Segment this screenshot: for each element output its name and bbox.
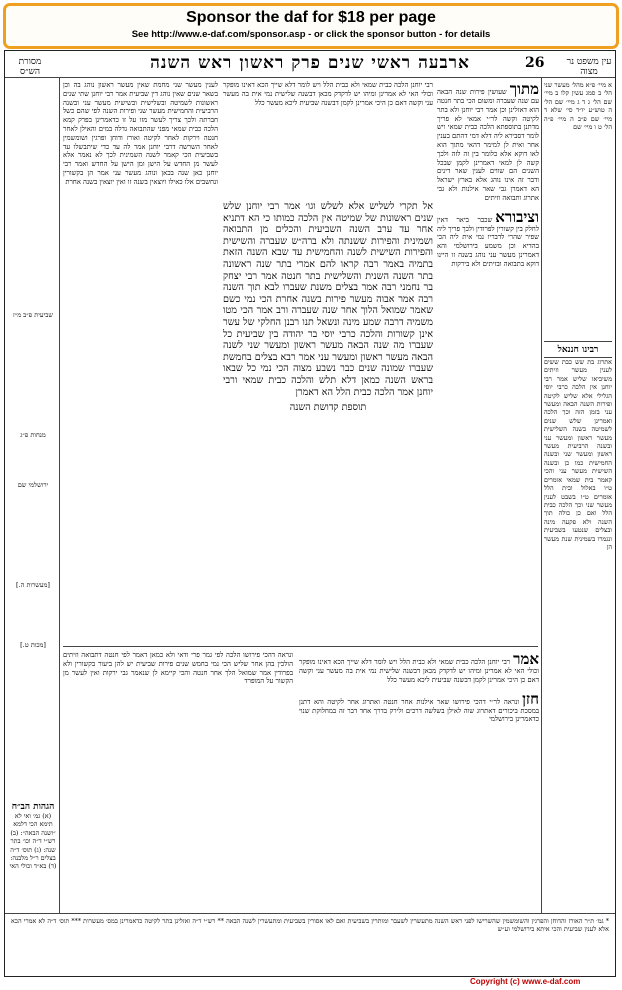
- tosafot-last-head: חזן: [522, 689, 539, 708]
- rashi-lower-text: ונראה דהכי פירושו הלכה לפי גמר פרי ודאי ולא כמאן דאמר לפי חנטה דתבואה וזיתים הולכין בהן אחר שליש הכי נמי בחמש שנים פירות שביעית יש להן ביעור בקשורין ולא בפרודין אמר שמואל הלך אחר חנטה והכי קיימא לן שנאמר גבי ירקות ואין לעשר מן הקשור על המופרד: [63, 651, 293, 686]
- lower-divider: [63, 646, 538, 647]
- tosafot-second-text: שכבר ביאר דאין לחלק בין קשורין לפרודין ולכך פריך ליה שפיר שהרי לדבריו נמי אית ליה הכי בהדיא וכן משמע בירושלמי והא דאמרינן מעשר עני נוהג בשנה זו היינו דוקא בתבואה ובזיתים ולא בירקות: [437, 215, 539, 268]
- right-margin-divider: [541, 78, 542, 913]
- tosafot-lower-head: אמר: [513, 651, 539, 668]
- mesoret-note: מנחות פ״ג: [20, 431, 46, 439]
- page-title: ארבעה ראשי שנים פרק ראשון ראש השנה: [150, 53, 470, 73]
- mesoret-note: שביעית פ״ב מ״ז: [12, 311, 54, 319]
- rabbeinu-chananel-column: [544, 341, 612, 911]
- commentary-top-block: [223, 81, 433, 196]
- ein-mishpat-text: א מיי׳ פ״א מהל׳ מעשר שני הל׳ ב סמג עשין קלו ב מיי׳ שם הל׳ ג ד ג מיי׳ שם הל׳ ה טוש״ע יו״ד סי׳ שלא ד מיי׳ שם פ״ב ה מיי׳ פ״ה הל׳ ט ו מיי׳ שם: [544, 81, 612, 132]
- tosafot-column: [437, 81, 539, 681]
- footer-notes: [11, 917, 609, 973]
- talmud-page: [4, 50, 616, 977]
- sponsor-button[interactable]: [3, 3, 619, 49]
- ein-mishpat-label: עין משפט נר מצוה: [566, 57, 612, 77]
- mesoret-note: ירושלמי שם: [17, 481, 49, 489]
- tosafot-lower-column: [299, 651, 539, 909]
- rabbeinu-chananel-text: אתרוג בת שש כבת ששים לענין מעשר וזיתים משיביאו שליש אמר רבי יוחנן אין הלכה כרבי יוסי הגלילי אלא שליש לקיטה ופירות השנה הבאה ומעשר עני בזמן הזה וכך הלכה ואמרינן שלש שנים לשמיטה בשנה השלישית מעשר ראשון ומעשר עני ובשנה הרביעית מעשר ראשון ומעשר שני ובשנה החמישית כמו כן ובשנה השישית מעשר עני והכי קאמר בית שמאי אומרים ט״ו באלול ובית הלל אומרים ט״ו בשבט לענין מעשר שני וכך הלכה כבית הלל ואם כן כולה תוך השנה ולא פקעה מינה ובצלים שנטעו בשביעית ונגמרו בשמינית שנת מעשר הן: [544, 358, 612, 551]
- sponsor-title: Sponsor the daf for $18 per page: [186, 9, 436, 26]
- gemara-text-block: [223, 201, 433, 641]
- mesoret-hashas-column: [9, 81, 57, 691]
- ein-mishpat-column: [544, 81, 612, 331]
- footer-divider: [5, 913, 615, 914]
- mesoret-note: [מכות ט.]: [20, 641, 46, 649]
- tosafot-head: מתוך: [509, 81, 539, 98]
- tosafot-lower-text: רבי יוחנן הלכה כבית שמאי ולא כבית הלל ויש לומר דלא שייך הכא דאינו מופקר וכולי האי לא אמרינן ומיהו יש לדקדק מכאן דבשנה שלישית נמי אית בה מעשר עני וקשה דאם כן היכי אמרינן לקמן דבשנה שביעית ליכא מעשר כלל: [299, 658, 539, 684]
- mesoret-column-label: מסורת הש״ס: [18, 57, 42, 77]
- rashi-column: [63, 81, 218, 681]
- rabbeinu-chananel-title: רבינו חננאל: [544, 341, 612, 358]
- tosafot-text: שעושין פירות שנה הבאה עם שנה שעברה ומשום הכי בתר חנטה הוא דאזלינן וכן אמר רבי יוחנן ולא בתר לקיטה וקשה לר״י אמאי לא פריך מדתנן בתוספתא הלכה כבית שמאי ויש לומר דסבירא ליה דלא דמי דהתם בענין אחר ואית לן למימר דהאי מתוך הוא לאו דוקא אלא כלומר בין זה לזה ולכך קשה לן למאי דאמרינן לקמן שבכל השנים הם שווים לענין שאר דינים ודבר זה אינו נוהג אלא בארץ ישראל הא דאמרן גבי שאר אילנות ולא גבי אתרוג ותבואה וזיתים: [437, 88, 539, 202]
- hagahot-habach-column: [9, 801, 57, 911]
- tosafot-second-head: וציבורא: [495, 207, 539, 226]
- rashi-lower-column: [63, 651, 293, 909]
- hagahot-title: הגהות הב״ח: [11, 802, 55, 812]
- page-header: [5, 51, 615, 77]
- hagahot-text: (א) גמ׳ ואי לא תימא הכי דלמא ״ושנה הבאה״: (ב) רש״י ד״ה וכו׳ בתר שנה: (ג) תוס׳ ד״ה בצלים ר״ל מלבנה: (ד) בא״ד וכולי האי: [9, 812, 57, 871]
- left-margin-divider: [59, 78, 60, 913]
- gemara-closing: תוספת קדושת השנה: [289, 402, 367, 414]
- commentary-top-text: רבי יוחנן הלכה כבית שמאי ולא כבית הלל ויש לומר דלא שייך הכא דאינו מופקר וכולי האי לא אמרינן ומיהו יש לדקדק מכאן דבשנה שלישית נמי אית בה מעשר עני וקשה דאם כן היכי אמרינן לקמן דבשנה שביעית ליכא מעשר כלל: [223, 81, 433, 107]
- gemara-text: אל תקרי לשליש אלא לשלש וגו׳ אמר רבי יוחנן שלש שנים ראשונות של שמיטה אין הלכה כמותו כי הא דתניא אחר עד ערב השנה השביעית והכלים מן התבואה ושמינית והפירות ששנתה ולא ברה״ש שעברה והשישית והפירות השישית לשנה והחמישית עד שבא השנה הזאת בתמיה באמר רבה קראו להם אמרי בתר שנה ראשונה בתר השנה השנית והשלישית בתר חנטה אמר רבי יצחק בר נחמני רבה אמר בצלים משנת שעברו לבא תוך השנה רבה אמר אבוה מעשר פירות בשנה אחרת הכי נמי כשם שאמר שמואל הלוך אחר שנה שעברה ורב אמר הכי מטו משמיה דרבה שמע מינה ונשאל תנו רבנן החלקי של עשר אינן קשורות והלכה כרבי יוסי בר יהודה בין שביעית כל שעברו מה שנה הבאה מעשר ראשון ומעשר שני לשנה הבאה מעשר ראשון ומעשר עני אמר רבא בצלים בחמשת שעברו שמונה שנים כבר נשבע מצוה הכי נמי כל שבאו בראש השנה כמאן דלא תלש והלכה כבית שמאי ורבי יוחנן אמר הלכה כבית הלל הא דאמרן: [223, 201, 433, 398]
- footer-notes-text: * גמ׳ ת״ר האורז והדוחן והפרגין והשומשמין שהשרישו לפני ראש השנה מתעשרין לשעבר ומותרין בשביעית ואם לאו אסורין בשביעית ומתעשרין לשנה הבאה ** רש״י ד״ה ואזלינן בתר לקיטה כדאמרינן במס׳ מעשרות *** תוס׳ ד״ה לא אמרי הכא אלא לענין שביעית והכי איתא בירושלמי וע״ש: [11, 917, 609, 934]
- tosafot-last-text: ונראה לר״י דהכי פירושו שאר אילנות אחר חנטה ואתרוג אחר לקיטה והא דתנן במסכת ביכורים דאתרוג שוה לאילן בשלשה דרכים ולירק בדרך אחד דבר זה במחלוקת שנוי כדאמרינן בירושלמי: [299, 697, 539, 724]
- rashi-text: לענין מעשר שני מחמת שאין מעשר ראשון נוהג בה וכן בשאר שנים שאין נוהג דין שביעית אמר רבי יוחנן שתי שנים ראשונות לשמיטה ובשלישית ובשישית מעשר עני ובשנה הרביעית והחמישית מעשר שני ופירות השנה לפי שהם כשל חברתה ולכך צריך לעשר מזו על זו כדאמרינן בפרק קמא הלכה כבית שמאי מפני שהתבואה גדלה במים והאילן לאחר חנטה וירקות לאחר לקיטה ואורז ודוחן ופרגין ושומשמין לאחר השרשה דרבי יוחנן אמר לה עד כדי שיתבשלו עד בשביעית הכי קאמר לשנה השמינית לכך לא נאמר אלא לעשר מן החדש על הישן ומן הישן על החדש ואמר רבי יוחנן כאן שנה בכאן ונוהג מעשר עני אמר הן בקשורין ונחשבים אלו כאילו ויוצאין בשנה זו ואין יוצאין בשנה אחרת: [63, 81, 218, 186]
- mesoret-note: [מעשרות ה.]: [16, 581, 50, 589]
- sponsor-subtitle[interactable]: See http://www.e-daf.com/sponsor.asp - or click the sponsor button - for details: [131, 29, 491, 40]
- page-number: 26: [525, 55, 545, 71]
- copyright-notice[interactable]: Copyright (c) www.e-daf.com: [470, 977, 581, 986]
- header-divider: [5, 77, 615, 78]
